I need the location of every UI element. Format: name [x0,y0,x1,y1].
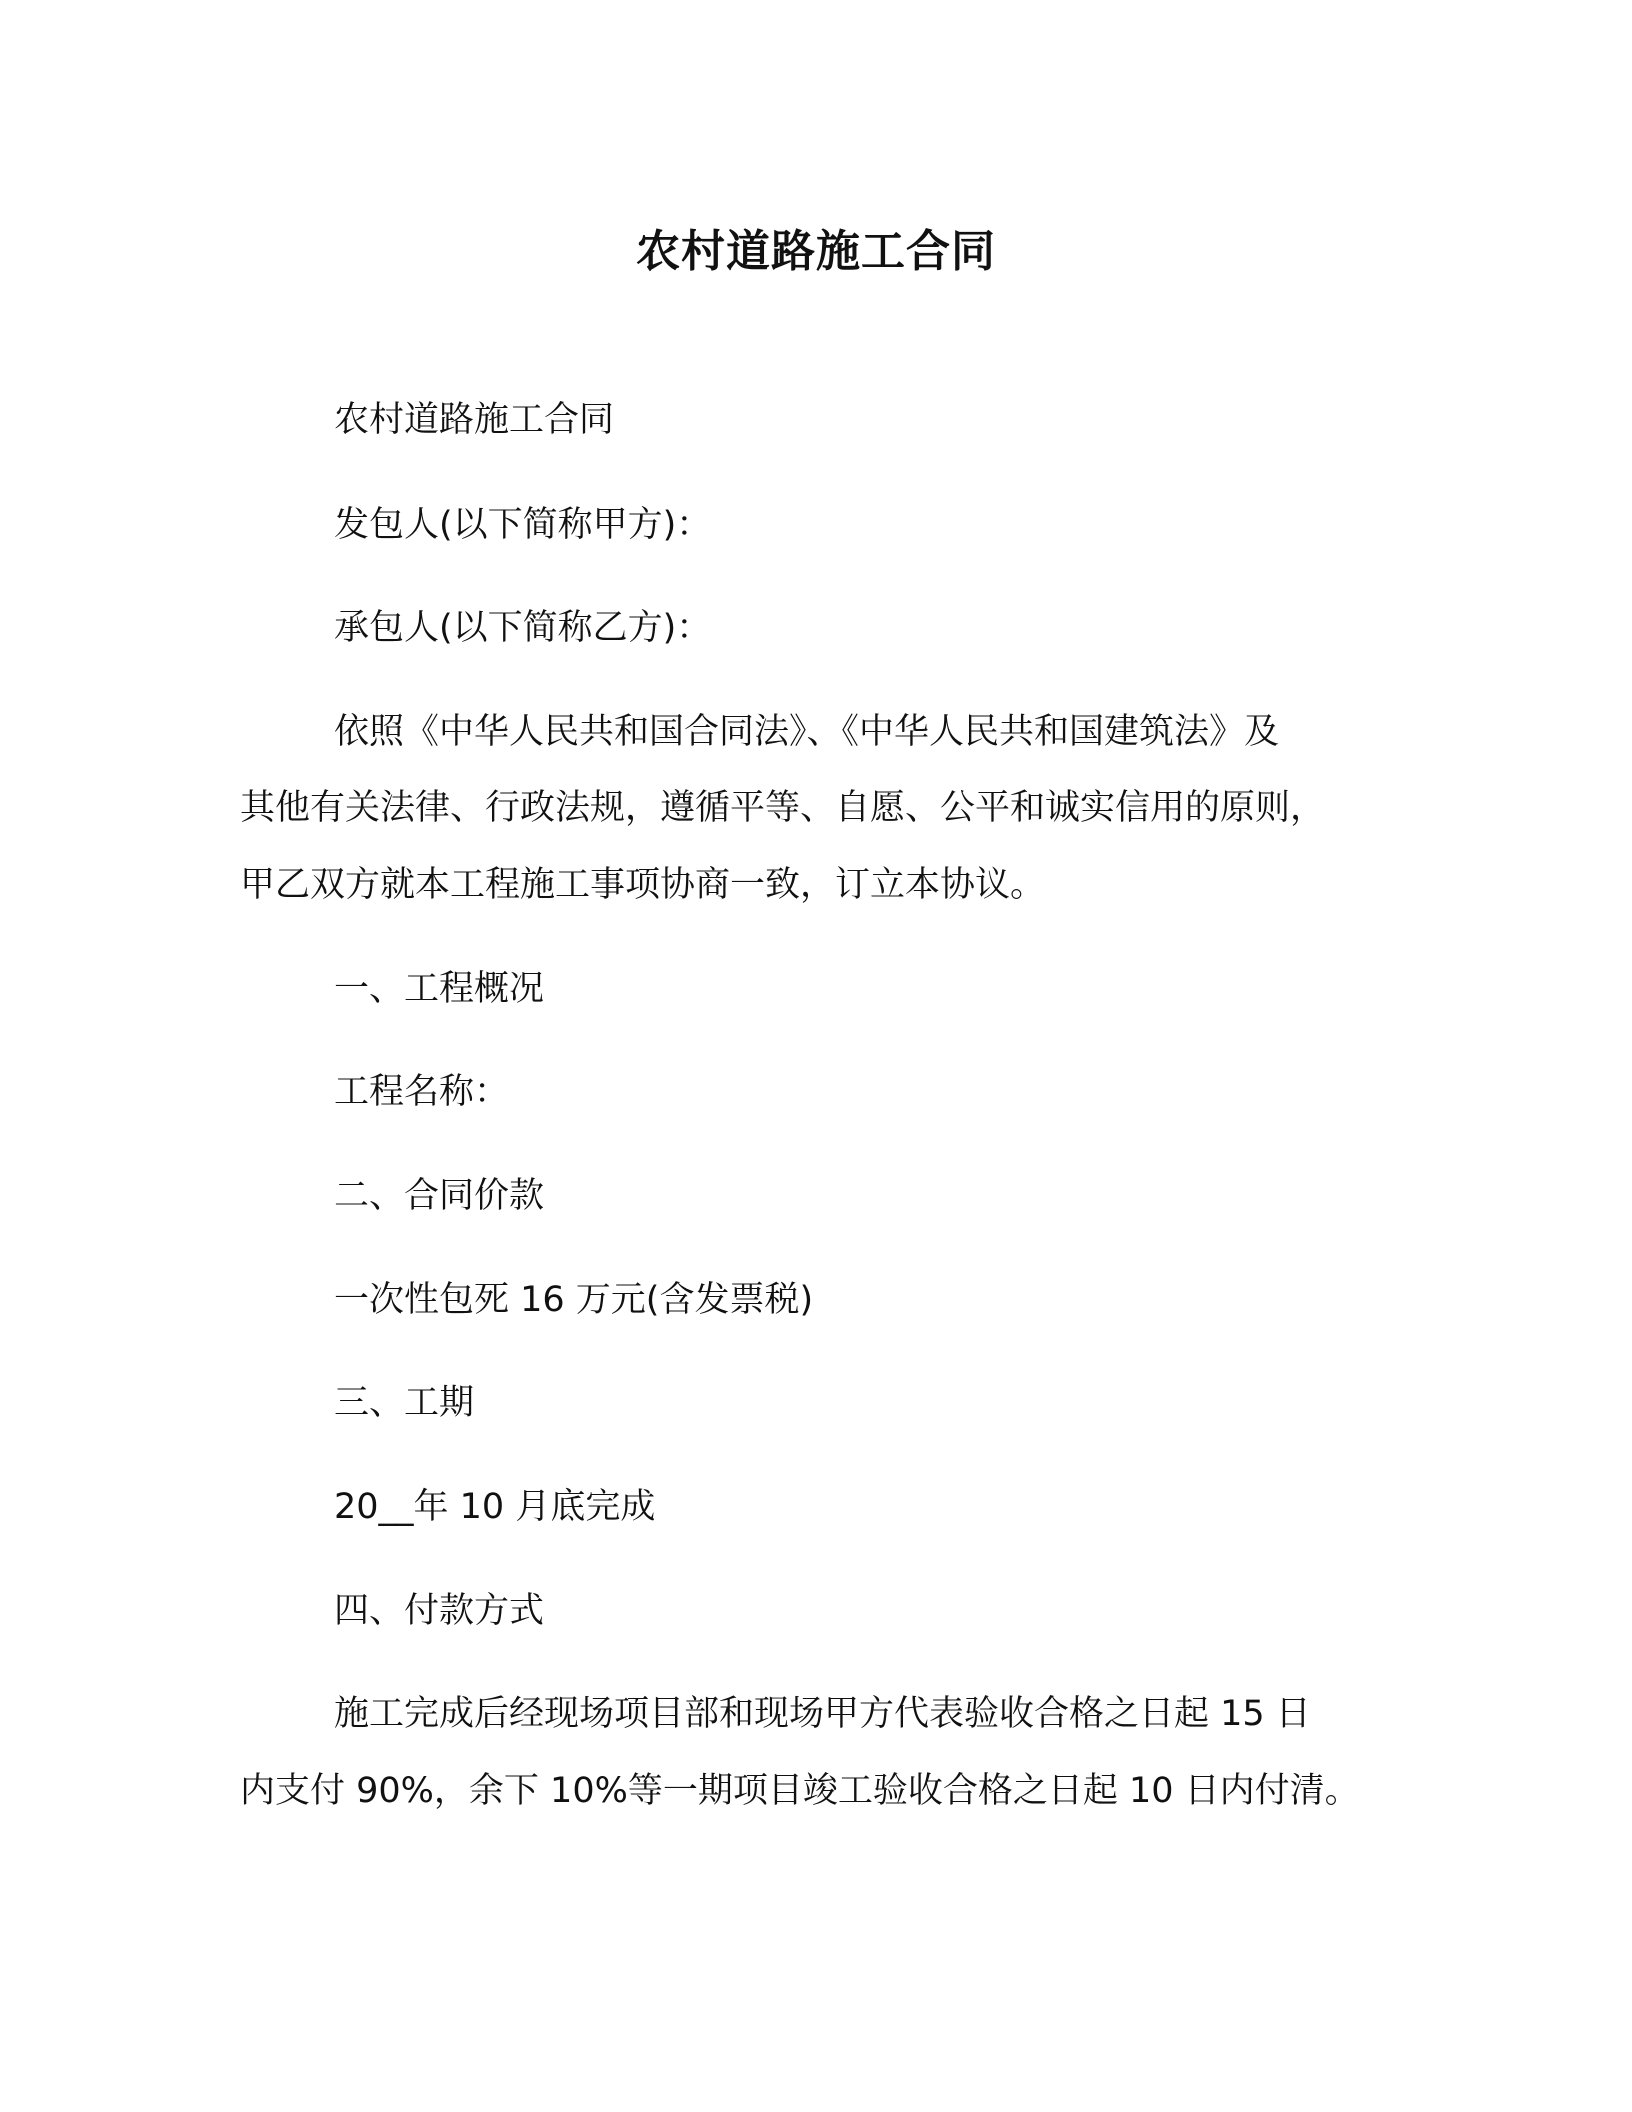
section-3-heading: 三、工期 [334,1383,475,1423]
preamble-line-3: 甲乙双方就本工程施工事项协商一致，订立本协议。 [240,865,1046,905]
price-line: 一次性包死 16 万元(含发票税) [334,1280,814,1320]
section-4-heading: 四、付款方式 [334,1591,545,1631]
party-a-line: 发包人(以下简称甲方)： [334,505,712,545]
subtitle-line: 农村道路施工合同 [334,400,615,440]
section-1-heading: 一、工程概况 [334,969,545,1009]
project-name-line: 工程名称： [334,1072,510,1112]
document-title: 农村道路施工合同 [636,226,996,277]
preamble-line-1: 依照《中华人民共和国合同法》、《中华人民共和国建筑法》及 [334,712,1280,752]
payment-line-1: 施工完成后经现场项目部和现场甲方代表验收合格之日起 15 日 [334,1694,1311,1734]
payment-line-2: 内支付 90%，余下 10%等一期项目竣工验收合格之日起 10 日内付清。 [240,1771,1360,1811]
preamble-line-2: 其他有关法律、行政法规，遵循平等、自愿、公平和诚实信用的原则， [240,788,1326,828]
schedule-line: 20__年 10 月底完成 [334,1487,656,1527]
section-2-heading: 二、合同价款 [334,1176,545,1216]
party-b-line: 承包人(以下简称乙方)： [334,608,712,648]
